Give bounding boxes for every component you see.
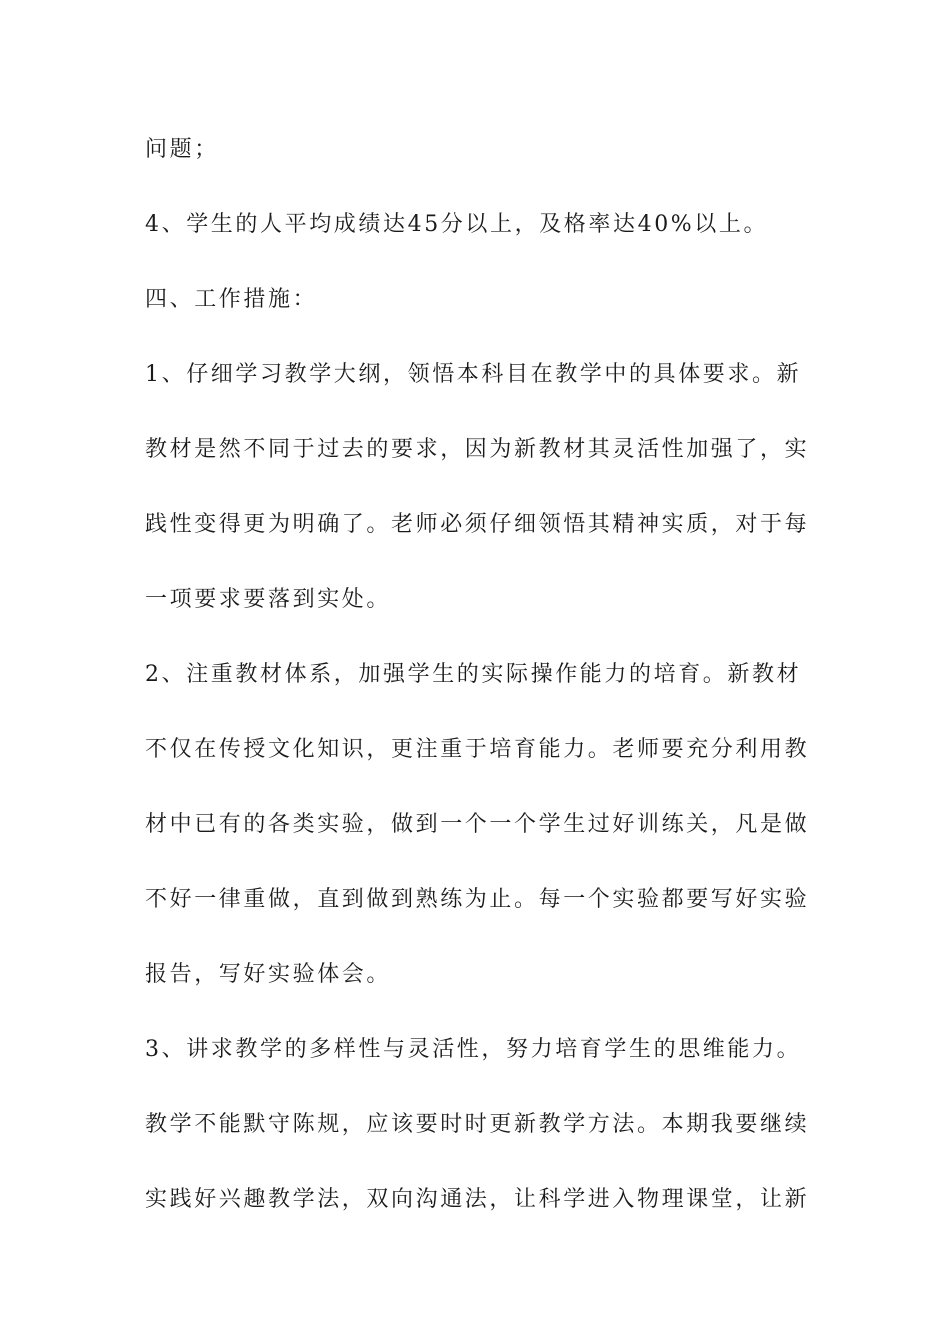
text-line: 3、讲求教学的多样性与灵活性，努力培育学生的思维能力。	[145, 1037, 802, 1062]
text-line: 教材是然不同于过去的要求，因为新教材其灵活性加强了，实	[145, 437, 810, 462]
text-line: 不好一律重做，直到做到熟练为止。每一个实验都要写好实验	[145, 887, 810, 912]
text-line: 材中已有的各类实验，做到一个一个学生过好训练关，凡是做	[145, 812, 810, 837]
text-line: 一项要求要落到实处。	[145, 587, 392, 612]
text-line: 不仅在传授文化知识，更注重于培育能力。老师要充分利用教	[145, 737, 810, 762]
text-line: 教学不能默守陈规，应该要时时更新教学方法。本期我要继续	[145, 1112, 810, 1137]
text-line: 实践好兴趣教学法，双向沟通法，让科学进入物理课堂，让新	[145, 1187, 810, 1212]
section-heading: 四、工作措施：	[145, 287, 318, 312]
text-line: 4、学生的人平均成绩达45分以上，及格率达40%以上。	[145, 212, 769, 237]
text-line: 报告，写好实验体会。	[145, 962, 392, 987]
text-line: 1、仔细学习教学大纲，领悟本科目在教学中的具体要求。新	[145, 362, 802, 387]
text-line: 问题；	[145, 137, 219, 162]
text-line: 践性变得更为明确了。老师必须仔细领悟其精神实质，对于每	[145, 512, 810, 537]
text-line: 2、注重教材体系，加强学生的实际操作能力的培育。新教材	[145, 662, 802, 687]
